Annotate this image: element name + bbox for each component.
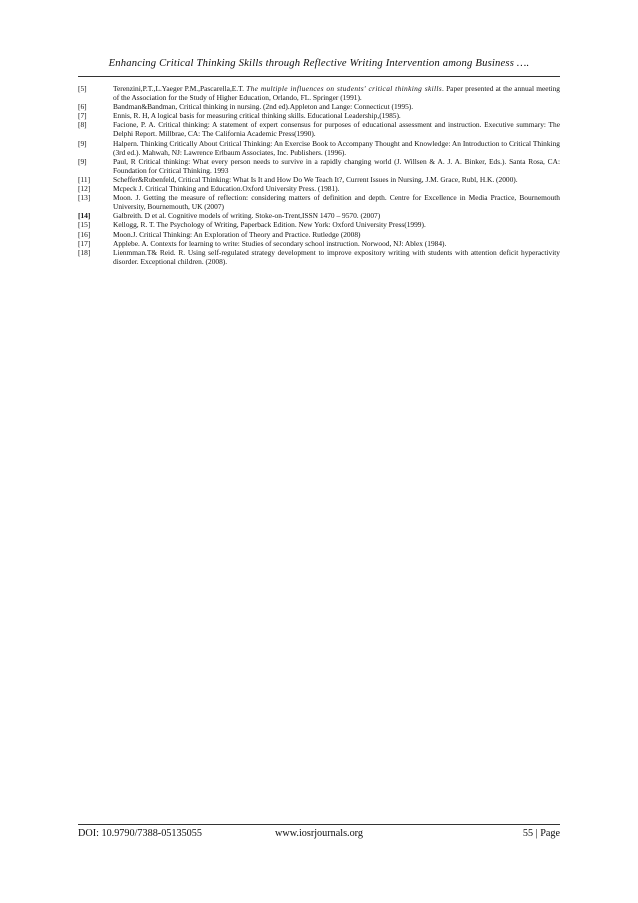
reference-number: [6] xyxy=(78,102,87,112)
reference-item xyxy=(78,157,560,175)
reference-text xyxy=(113,220,560,229)
footer-website-link[interactable]: www.iosrjournals.org xyxy=(274,828,363,839)
reference-text xyxy=(113,84,560,102)
reference-number: [5] xyxy=(78,84,87,93)
reference-number: [18] xyxy=(78,247,91,257)
reference-item xyxy=(78,211,560,220)
reference-citation-cont: . Paper presented at the annual meeting of the Association for the Study of Higher Education, Orlando, FL. Springer (1991). xyxy=(113,84,560,103)
reference-item xyxy=(78,175,560,184)
reference-item xyxy=(78,139,560,157)
reference-item xyxy=(78,248,560,266)
reference-text xyxy=(113,211,560,220)
reference-text xyxy=(113,193,560,211)
running-header: Enhancing Critical Thinking Skills through Reflective Writing Intervention among Business …. xyxy=(108,58,530,69)
reference-citation: Ennis, R. H, A logical basis for measuring critical thinking skills. Educational Leadership,(1985). xyxy=(113,111,401,121)
reference-item xyxy=(78,239,560,248)
reference-text xyxy=(113,184,560,193)
footer-doi: DOI: 10.9790/7388-05135055 xyxy=(78,828,202,839)
footer-divider xyxy=(78,824,560,825)
reference-number: [9] xyxy=(78,138,87,148)
reference-number: [12] xyxy=(78,184,91,194)
reference-item xyxy=(78,102,560,111)
reference-citation: Moon. J. Getting the measure of reflection: considering matters of definition and depth. Centre for Excellence in Media Practice, Bournemouth University, Bournemouth, UK (2007) xyxy=(113,193,560,212)
reference-item xyxy=(78,111,560,120)
reference-number: [13] xyxy=(78,193,91,203)
reference-item xyxy=(78,220,560,229)
reference-text xyxy=(113,111,560,120)
reference-text xyxy=(113,230,560,239)
reference-text xyxy=(113,239,560,248)
reference-citation: Galbreith. D et al. Cognitive models of writing. Stoke-on-Trent,ISSN 1470 – 9570. (2007) xyxy=(113,211,381,221)
reference-number: [14] xyxy=(78,211,91,221)
reference-citation: Lienmman.T& Reid. R. Using self-regulated strategy development to improve expository writing with students with attention deficit hyperactivity disorder. Exceptional children. (2008). xyxy=(113,247,560,266)
reference-item xyxy=(78,193,560,211)
header-divider xyxy=(78,76,560,77)
reference-citation: Applebe. A. Contexts for learning to write: Studies of secondary school instruction. Norwood, NJ: Ablex (1984). xyxy=(113,238,447,248)
reference-citation: Scheffer&Rubenfeld, Critical Thinking: What Is It and How Do We Teach It?, Current Issues in Nursing, J.M. Grace, Rubl, H.K. (2000). xyxy=(113,174,518,184)
reference-number: [9] xyxy=(78,156,87,166)
reference-text xyxy=(113,139,560,157)
reference-number: [17] xyxy=(78,238,91,248)
reference-number: [7] xyxy=(78,111,87,121)
reference-citation: Kellogg, R. T. The Psychology of Writing, Paperback Edition. New York: Oxford University Press(1999). xyxy=(113,220,426,230)
reference-citation: Moon.J. Critical Thinking: An Exploration of Theory and Practice. Rutledge (2008) xyxy=(113,229,361,239)
reference-text xyxy=(113,120,560,138)
reference-title-italic: The multiple influences on students' critical thinking skills xyxy=(246,84,443,93)
reference-text xyxy=(113,175,560,184)
reference-text xyxy=(113,157,560,175)
reference-citation: Halpern. Thinking Critically About Critical Thinking: An Exercise Book to Accompany Thought and Knowledge: An Introduction to Critical Thinking (3rd ed.). Mahwah, NJ: Lawrence Erlbaum Associates, Inc. Publishers. (1996). xyxy=(113,138,560,157)
reference-citation: Terenzini,P.T.,L.Yaeger P.M.,Pascarella,E.T. xyxy=(113,84,247,93)
reference-item xyxy=(78,84,560,102)
reference-number: [16] xyxy=(78,229,91,239)
reference-citation: Paul, R Critical thinking: What every person needs to survive in a rapidly changing world (J. Willsen & A. J. A. Binker, Eds.). Santa Rosa, CA: Foundation for Critical Thinking. 1993 xyxy=(113,156,560,175)
reference-number: [15] xyxy=(78,220,91,230)
reference-citation: Facione, P. A. Critical thinking: A statement of expert consensus for purposes of educational assessment and instruction. Executive summary: The Delphi Report. Millbrae, CA: The California Academic Press(1990). xyxy=(113,120,560,139)
footer-page-number: 55 | Page xyxy=(522,828,560,839)
reference-item xyxy=(78,184,560,193)
reference-item xyxy=(78,120,560,138)
reference-text xyxy=(113,102,560,111)
reference-list xyxy=(78,84,560,266)
reference-citation: Mcpeck J. Critical Thinking and Education.Oxford University Press. (1981). xyxy=(113,184,340,194)
reference-item xyxy=(78,230,560,239)
reference-text xyxy=(113,248,560,266)
reference-citation: Bandman&Bandman, Critical thinking in nursing. (2nd ed).Appleton and Lange: Connecticut (1995). xyxy=(113,102,414,112)
reference-number: [8] xyxy=(78,120,87,130)
reference-number: [11] xyxy=(78,174,91,184)
